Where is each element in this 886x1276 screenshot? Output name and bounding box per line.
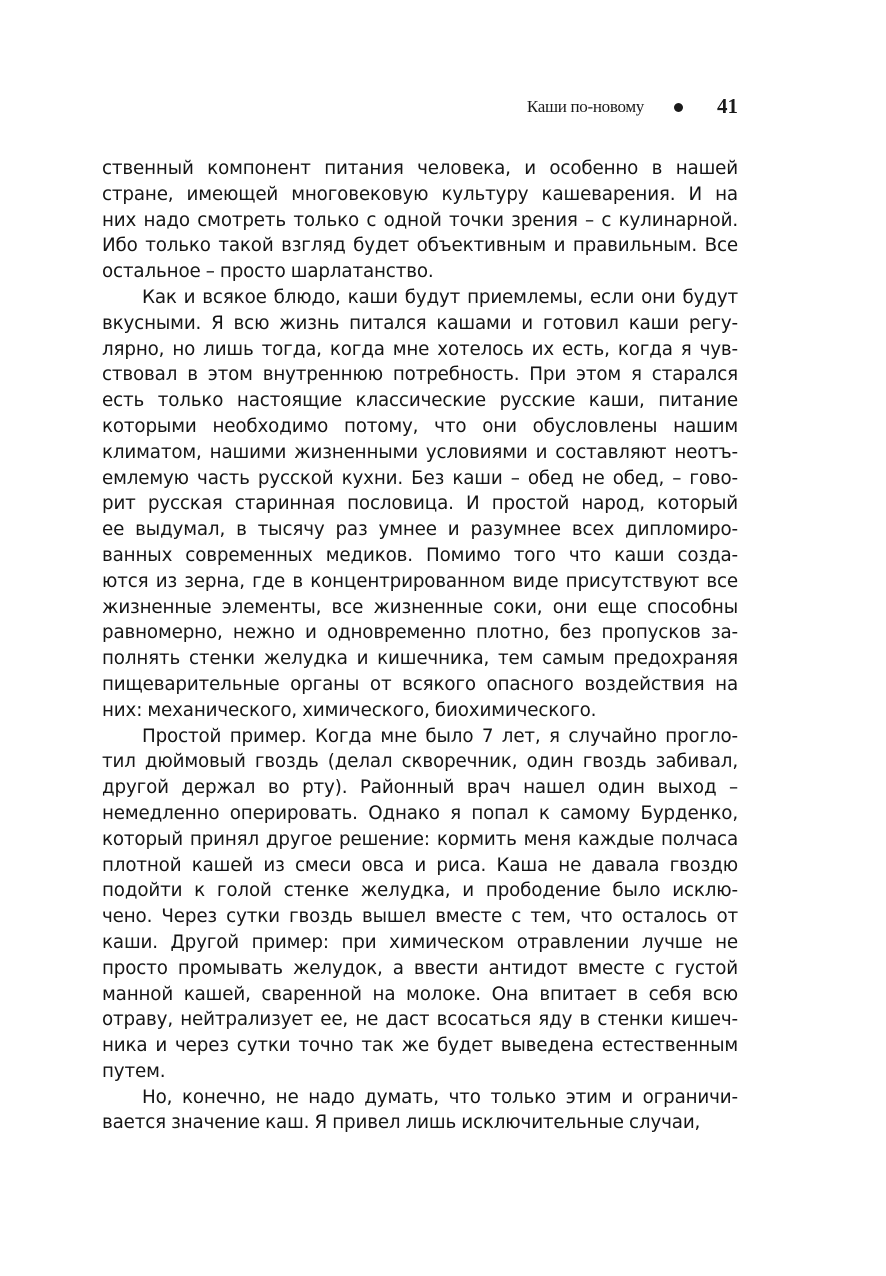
text-line: манной кашей, сваренной на молоке. Она впитает в себя всю (102, 983, 738, 1005)
text-line: них надо смотреть только с одной точки зрения – с кулинарной. (102, 209, 738, 231)
text-line: чено. Через сутки гвоздь вышел вместе с тем, что осталось от (102, 906, 738, 928)
text-line: жизненные элементы, все жизненные соки, они еще способны (102, 596, 738, 618)
text-line: каши. Другой пример: при химическом отравлении лучше не (102, 931, 738, 953)
text-line: подойти к голой стенке желудка, и прободение было исклю- (102, 880, 738, 902)
text-line: равномерно, нежно и одновременно плотно, без пропусков за- (102, 622, 738, 644)
text-line: ствовал в этом внутреннюю потребность. При этом я старался (102, 364, 738, 386)
text-line: ванных современных медиков. Помимо того что каши созда- (102, 544, 738, 566)
bullet-separator (674, 103, 683, 112)
text-line: них: механического, химического, биохимического. (102, 699, 597, 721)
text-line: ственный компонент питания человека, и особенно в нашей (102, 158, 738, 179)
text-line: вкусными. Я всю жизнь питался кашами и готовил каши регу- (102, 312, 738, 334)
text-line: немедленно оперировать. Однако я попал к самому Бурденко, (102, 802, 738, 824)
text-line: емлемую часть русской кухни. Без каши – обед не обед, – гово- (102, 467, 738, 489)
text-line: Ибо только такой взгляд будет объективным и правильным. Все (102, 235, 738, 257)
page-number: 41 (717, 94, 738, 118)
text-line: которыми необходимо потому, что они обусловлены нашим (102, 415, 738, 437)
paragraph (102, 724, 738, 1085)
text-line: тил дюймовый гвоздь (делал скворечник, один гвоздь забивал, (102, 751, 738, 773)
text-line: Простой пример. Когда мне было 7 лет, я случайно прогло- (142, 725, 738, 747)
text-line: ее выдумал, в тысячу раз умнее и разумнее всех дипломиро- (102, 519, 738, 541)
text-line: стране, имеющей многовековую культуру кашеварения. И на (102, 183, 738, 205)
text-line: который принял другое решение: кормить меня каждые полчаса (102, 828, 738, 850)
paragraph (102, 156, 738, 285)
text-line: Как и всякое блюдо, каши будут приемлемы, если они будут (142, 286, 738, 308)
body-text (102, 156, 738, 1136)
text-line: лярно, но лишь тогда, когда мне хотелось их есть, когда я чув- (102, 338, 738, 360)
text-line: остальное – просто шарлатанство. (102, 261, 434, 283)
text-line: путем. (102, 1060, 166, 1082)
running-title: Каши по-новому (526, 96, 644, 116)
paragraph (102, 285, 738, 724)
text-line: плотной кашей из смеси овса и риса. Каша не давала гвоздю (102, 854, 738, 876)
text-line: климатом, нашими жизненными условиями и составляют неотъ- (102, 441, 738, 463)
text-line: есть только настоящие классические русские каши, питание (102, 390, 738, 412)
text-line: вается значение каш. Я привел лишь исключительные случаи, (102, 1112, 701, 1134)
text-line: рит русская старинная пословица. И простой народ, который (102, 493, 738, 515)
text-line: пищеварительные органы от всякого опасного воздействия на (102, 673, 738, 695)
text-line: отраву, нейтрализует ее, не даст всосаться яду в стенки кишеч- (102, 1009, 738, 1031)
text-line: ются из зерна, где в концентрированном виде присутствуют все (102, 570, 738, 592)
paragraph (102, 1085, 738, 1137)
text-line: другой держал во рту). Районный врач нашел один выход – (102, 777, 738, 799)
text-line: полнять стенки желудка и кишечника, тем самым предохраняя (102, 648, 738, 670)
text-line: просто промывать желудок, а ввести антидот вместе с густой (102, 957, 738, 979)
text-line: ника и через сутки точно так же будет выведена естественным (102, 1035, 738, 1057)
running-header (527, 94, 738, 119)
text-line: Но, конечно, не надо думать, что только этим и ограничи- (142, 1086, 738, 1108)
